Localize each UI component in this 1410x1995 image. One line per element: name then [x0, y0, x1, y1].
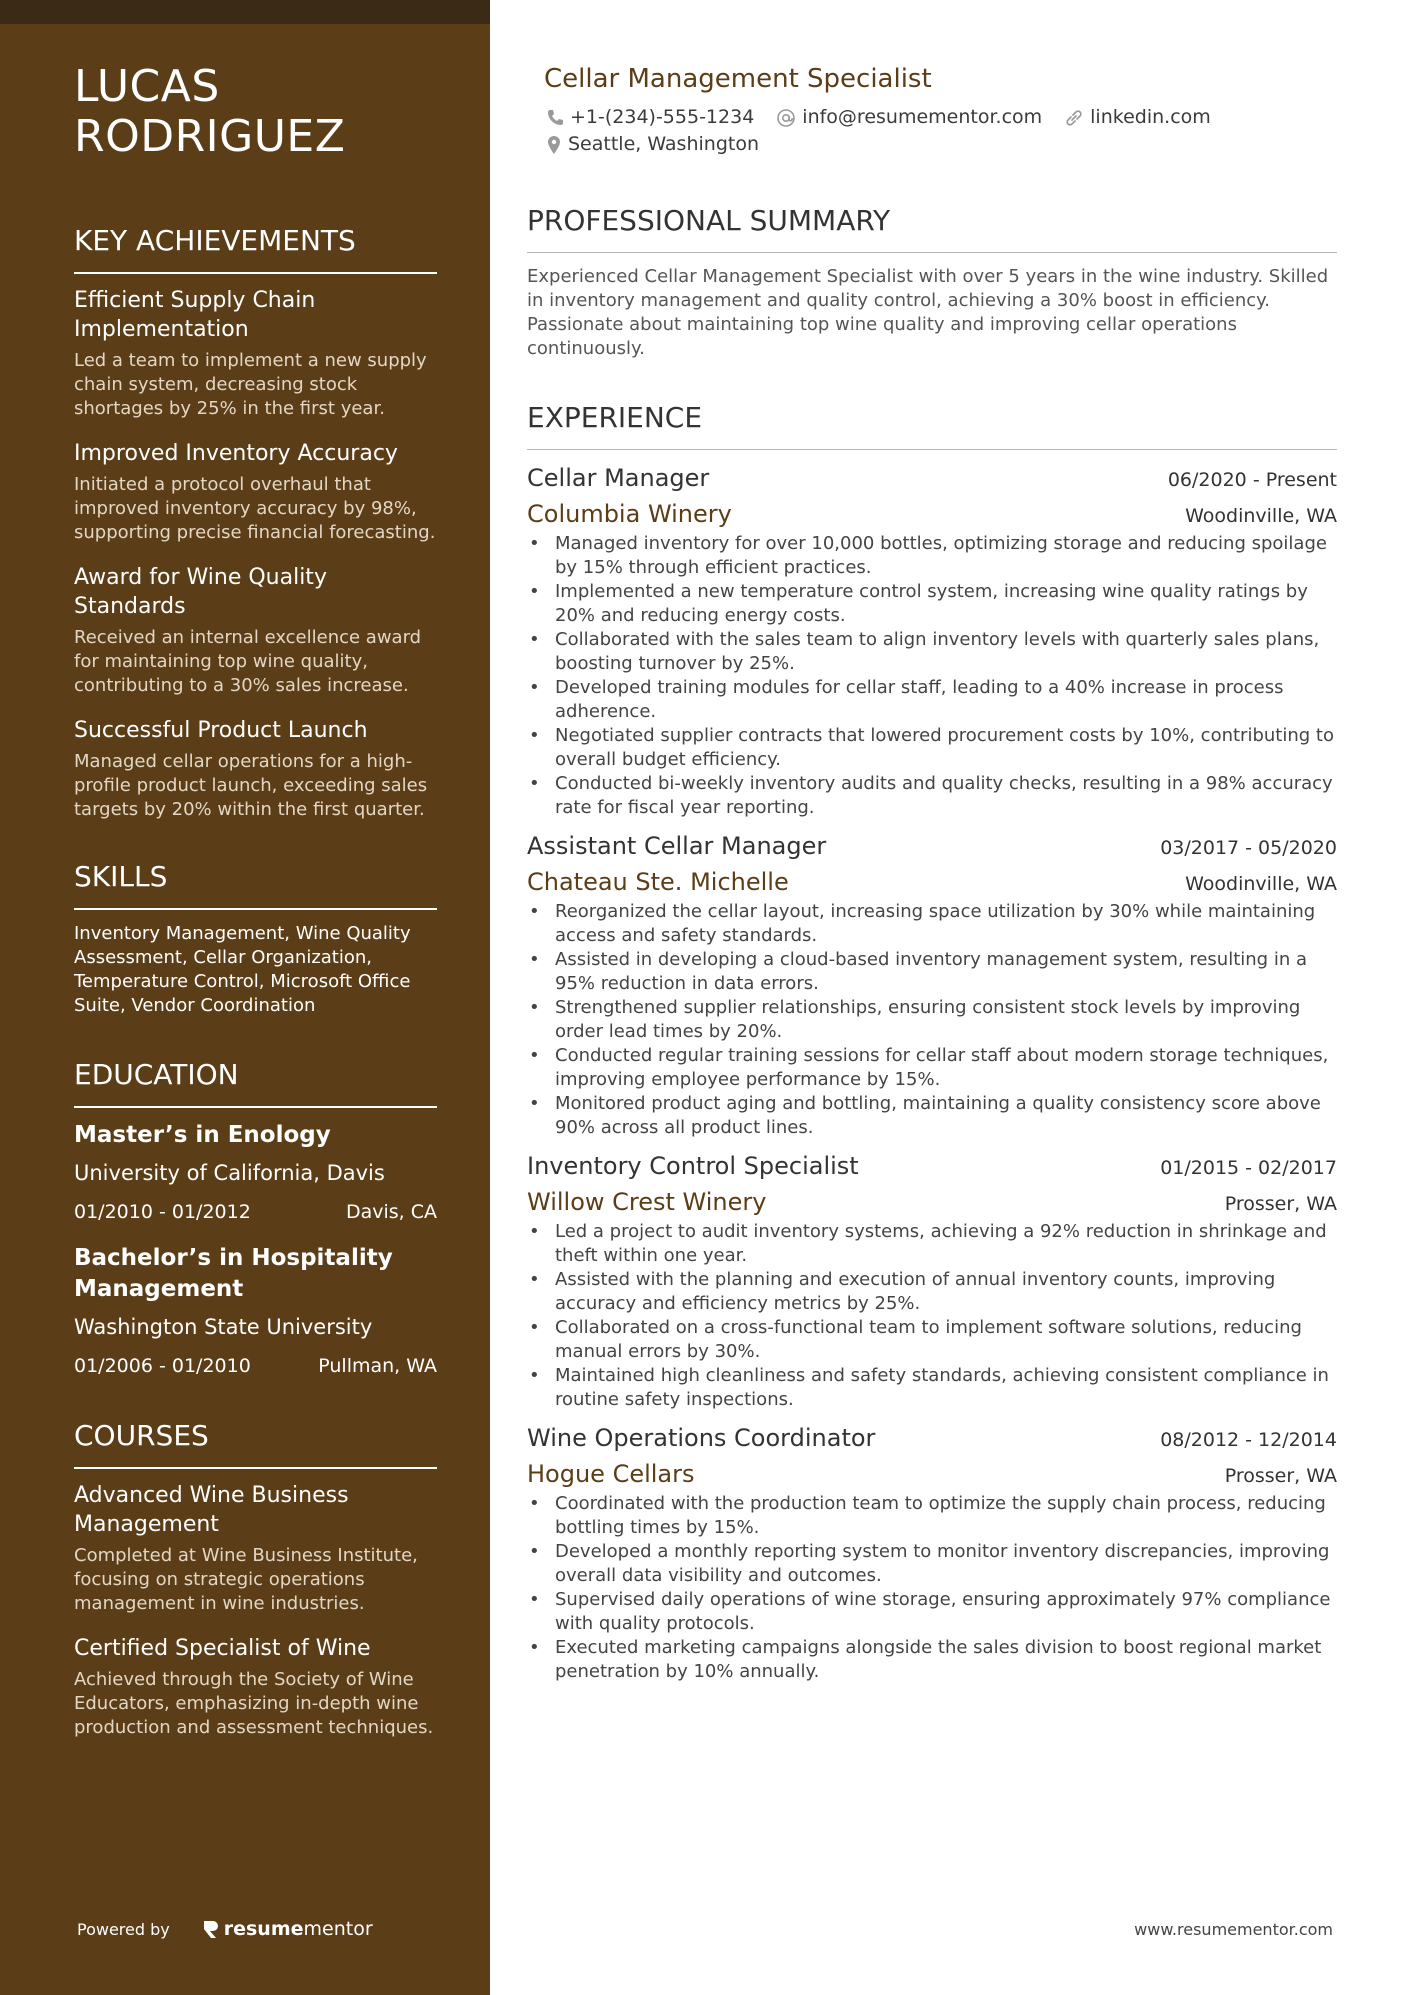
bullet-item: • Coordinated with the production team to optimize the supply chain process, reducing bottling times by 15%. [527, 1492, 1337, 1540]
job-dates: 06/2020 - Present [1167, 469, 1337, 491]
summary-section [527, 204, 1337, 361]
course-title: Advanced Wine Business Management [74, 1483, 349, 1537]
name-last: RODRIGUEZ [74, 111, 346, 162]
job-location: Prosser, WA [1224, 1465, 1337, 1487]
link-icon [1064, 108, 1084, 128]
achievement-desc: Initiated a protocol overhaul that improved inventory accuracy by 98%, supporting precise financial forecasting. [74, 474, 436, 543]
achievement-desc: Managed cellar operations for a high-profile product launch, exceeding sales targets by 20% within the first quarter. [74, 751, 428, 820]
job-company: Hogue Cellars [527, 1460, 695, 1488]
achievement-title: Award for Wine Quality Standards [74, 565, 327, 619]
bullet-item: • Maintained high cleanliness and safety standards, achieving consistent compliance in routine safety inspections. [527, 1364, 1337, 1412]
course-title: Certified Specialist of Wine [74, 1636, 371, 1661]
education-item [74, 1120, 437, 1225]
logo-text-bold: resume [223, 1918, 304, 1940]
achievements-heading: KEY ACHIEVEMENTS [74, 224, 437, 274]
bullet-item: • Conducted regular training sessions for cellar staff about modern storage techniques, improving employee performance by 15%. [527, 1044, 1337, 1092]
bullet-item: • Monitored product aging and bottling, maintaining a quality consistency score above 90% across all product lines. [527, 1092, 1337, 1140]
bullet-item: • Led a project to audit inventory systems, achieving a 92% reduction in shrinkage and theft within one year. [527, 1220, 1337, 1268]
achievement-desc: Received an internal excellence award for maintaining top wine quality, contributing to a 30% sales increase. [74, 627, 422, 696]
courses-section [74, 1419, 437, 1740]
job-dates: 03/2017 - 05/2020 [1160, 837, 1337, 859]
education-school: Washington State University [74, 1315, 373, 1339]
course-desc: Completed at Wine Business Institute, focusing on strategic operations management in wine industries. [74, 1545, 418, 1614]
achievement-item [74, 286, 437, 421]
job-role: Assistant Cellar Manager [527, 832, 827, 860]
powered-by-label: Powered by [77, 1919, 170, 1939]
education-degree: Bachelor’s in Hospitality Management [74, 1245, 393, 1302]
location-pin-icon [546, 135, 562, 155]
job-dates: 08/2012 - 12/2014 [1160, 1429, 1337, 1451]
summary-heading: PROFESSIONAL SUMMARY [527, 204, 1337, 253]
bullet-item: • Collaborated on a cross-functional team to implement software solutions, reducing manual errors by 30%. [527, 1316, 1337, 1364]
skills-heading: SKILLS [74, 860, 437, 910]
job-title: Cellar Management Specialist [544, 64, 932, 94]
phone-text: +1-(234)-555-1234 [570, 106, 755, 128]
bullet-item: • Negotiated supplier contracts that lowered procurement costs by 10%, contributing to overall budget efficiency. [527, 724, 1337, 772]
education-dates: 01/2010 - 01/2012 [74, 1201, 251, 1223]
bullet-item: • Executed marketing campaigns alongside the sales division to boost regional market penetration by 10% annually. [527, 1636, 1337, 1684]
email-text: info@resumementor.com [802, 106, 1043, 128]
bullet-item: • Assisted in developing a cloud-based inventory management system, resulting in a 95% reduction in data errors. [527, 948, 1337, 996]
bullet-item: • Strengthened supplier relationships, ensuring consistent stock levels by improving order lead times by 20%. [527, 996, 1337, 1044]
job-entry [527, 830, 1337, 1140]
bullet-item: • Managed inventory for over 10,000 bottles, optimizing storage and reducing spoilage by 15% through efficient practices. [527, 532, 1337, 580]
course-item [74, 1634, 437, 1740]
bullet-item: • Collaborated with the sales team to align inventory levels with quarterly sales plans, boosting turnover by 25%. [527, 628, 1337, 676]
job-company: Willow Crest Winery [527, 1188, 767, 1216]
education-meta [74, 1353, 437, 1379]
education-degree: Master’s in Enology [74, 1122, 331, 1148]
job-location: Woodinville, WA [1185, 873, 1337, 895]
bullet-item: • Conducted bi-weekly inventory audits and quality checks, resulting in a 98% accuracy rate for fiscal year reporting. [527, 772, 1337, 820]
achievement-title: Efficient Supply Chain Implementation [74, 288, 316, 342]
bullet-item: • Developed training modules for cellar staff, leading to a 40% increase in process adherence. [527, 676, 1337, 724]
bullet-item: • Implemented a new temperature control system, increasing wine quality ratings by 20% and reducing energy costs. [527, 580, 1337, 628]
achievement-title: Improved Inventory Accuracy [74, 441, 398, 466]
achievements-section [74, 224, 437, 822]
location-text: Seattle, Washington [568, 133, 759, 155]
job-dates: 01/2015 - 02/2017 [1160, 1157, 1337, 1179]
contact-linkedin[interactable] [1064, 104, 1211, 131]
achievement-title: Successful Product Launch [74, 718, 368, 743]
achievement-item [74, 716, 437, 822]
contact-email[interactable] [776, 104, 1042, 131]
experience-section [527, 401, 1337, 1684]
bullet-item: • Reorganized the cellar layout, increasing space utilization by 30% while maintaining access and safety standards. [527, 900, 1337, 948]
experience-heading: EXPERIENCE [527, 401, 1337, 450]
job-role: Wine Operations Coordinator [527, 1424, 876, 1452]
course-item [74, 1481, 437, 1616]
bullet-item: • Developed a monthly reporting system to monitor inventory discrepancies, improving overall data visibility and outcomes. [527, 1540, 1337, 1588]
education-heading: EDUCATION [74, 1058, 437, 1108]
course-desc: Achieved through the Society of Wine Educators, emphasizing in-depth wine production and assessment techniques. [74, 1669, 434, 1738]
job-location: Prosser, WA [1224, 1193, 1337, 1215]
achievement-item [74, 439, 437, 545]
job-entry [527, 1150, 1337, 1412]
education-section [74, 1058, 437, 1379]
linkedin-text: linkedin.com [1090, 106, 1211, 128]
powered-by [77, 1918, 373, 1940]
education-dates: 01/2006 - 01/2010 [74, 1355, 251, 1377]
education-location: Davis, CA [345, 1201, 437, 1223]
contact-info [546, 104, 1337, 158]
job-company: Columbia Winery [527, 500, 732, 528]
education-location: Pullman, WA [318, 1355, 437, 1377]
job-entry [527, 462, 1337, 820]
footer-website-link[interactable]: www.resumementor.com [1134, 1920, 1333, 1939]
job-role: Cellar Manager [527, 464, 710, 492]
resumementor-logo-icon [202, 1919, 220, 1939]
education-meta [74, 1199, 437, 1225]
job-bullets [527, 900, 1337, 1140]
bullet-item: • Assisted with the planning and execution of annual inventory counts, improving accuracy and efficiency metrics by 25%. [527, 1268, 1337, 1316]
logo-text-light: mentor [303, 1918, 373, 1940]
job-bullets [527, 532, 1337, 820]
job-location: Woodinville, WA [1185, 505, 1337, 527]
summary-text: Experienced Cellar Management Specialist with over 5 years in the wine industry. Skilled in inventory management and quality control, achieving a 30% boost in efficiency. Passionate about maintaining top wine quality and improving cellar operations continuously. [527, 266, 1329, 359]
resumementor-logo[interactable] [202, 1918, 373, 1940]
at-icon [776, 108, 796, 128]
job-company: Chateau Ste. Michelle [527, 868, 789, 896]
courses-heading: COURSES [74, 1419, 437, 1469]
candidate-name [74, 62, 437, 162]
sidebar [0, 0, 490, 1995]
sidebar-top-band [0, 0, 490, 24]
contact-location [546, 131, 759, 158]
phone-icon [546, 109, 564, 127]
achievement-item [74, 563, 437, 698]
sidebar-content [74, 62, 437, 1758]
skills-section [74, 860, 437, 1018]
job-entry [527, 1422, 1337, 1684]
achievement-desc: Led a team to implement a new supply chain system, decreasing stock shortages by 25% in the first year. [74, 350, 427, 419]
education-item [74, 1243, 437, 1379]
contact-phone[interactable] [546, 104, 754, 131]
job-bullets [527, 1492, 1337, 1684]
job-bullets [527, 1220, 1337, 1412]
main-content [527, 62, 1337, 1694]
bullet-item: • Supervised daily operations of wine storage, ensuring approximately 97% compliance with quality protocols. [527, 1588, 1337, 1636]
skills-list: Inventory Management, Wine Quality Assessment, Cellar Organization, Temperature Control, Microsoft Office Suite, Vendor Coordination [74, 923, 411, 1016]
job-role: Inventory Control Specialist [527, 1152, 859, 1180]
education-school: University of California, Davis [74, 1161, 385, 1185]
name-first: LUCAS [74, 61, 220, 112]
